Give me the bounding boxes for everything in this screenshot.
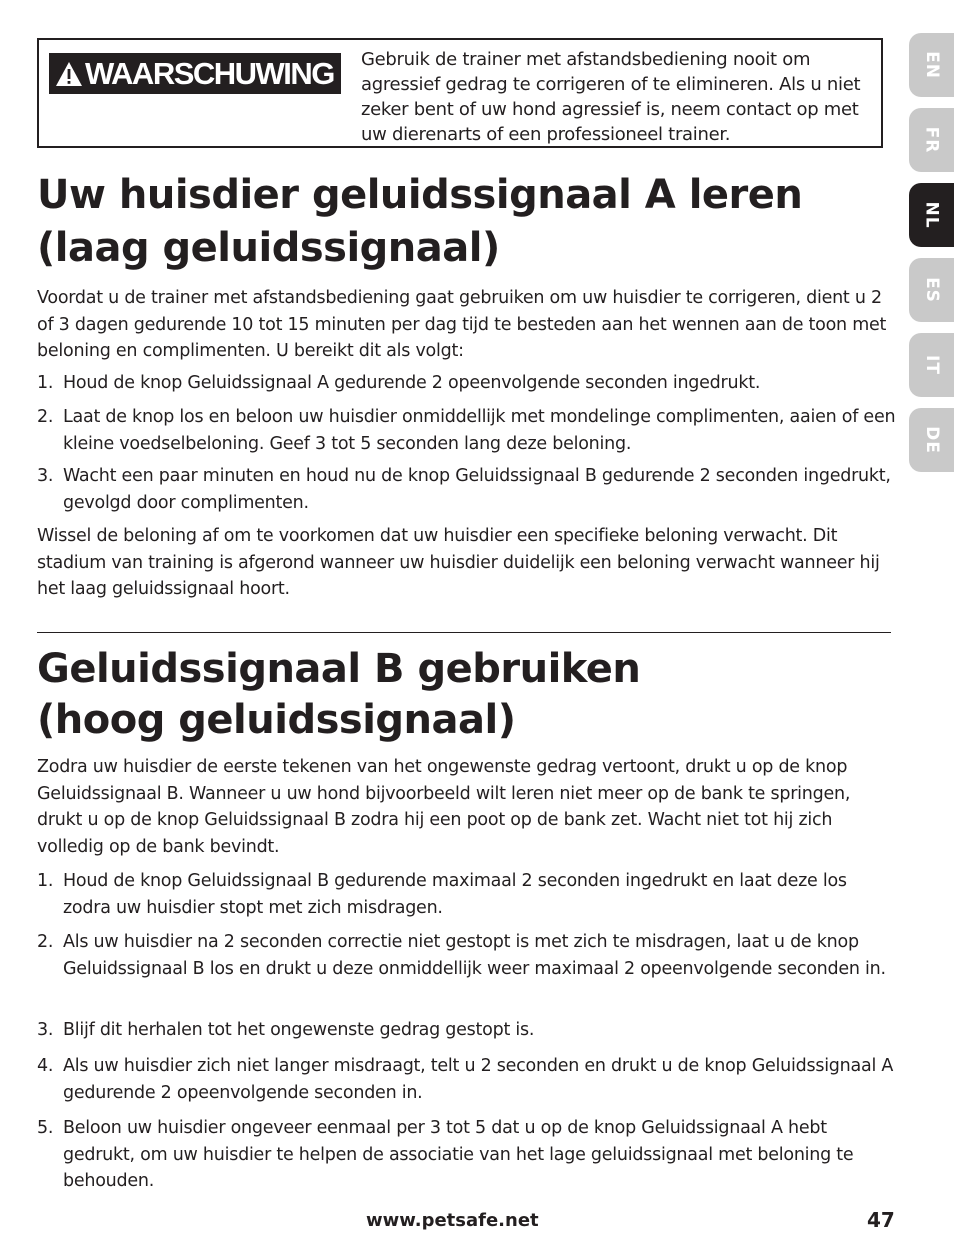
section1-outro: Wissel de beloning af om te voorkomen dat uw huisdier een specifieke beloning verwacht. Dit stadium van training is afgerond wanneer uw huisdier duidelijk een beloning verwacht wanneer hij het laag geluidssignaal hoort. [37,526,880,599]
step-number: 5. [37,1118,54,1138]
language-tab-fr[interactable] [909,108,954,172]
language-tab-de[interactable] [909,408,954,472]
language-tab-label: IT [921,355,942,375]
section2-step [37,1053,897,1106]
warning-text: Gebruik de trainer met afstandsbediening nooit om agressief gedrag te corrigeren of te elimineren. Als u niet zeker bent of uw hond agressief is, neem contact op met uw dierenarts of een professioneel trainer. [361,49,861,145]
step-number: 1. [37,373,54,393]
language-tab-label: DE [921,426,942,454]
page-number: 47 [867,1208,895,1232]
step-text: Als uw huisdier zich niet langer misdraagt, telt u 2 seconden en drukt u de knop Geluidssignaal A gedurende 2 opeenvolgende seconden in. [63,1056,894,1103]
step-number: 1. [37,871,54,891]
step-number: 2. [37,932,54,952]
warning-label-text: WAARSCHUWING [85,55,334,91]
step-number: 2. [37,407,54,427]
section1-title-line1: Uw huisdier geluidssignaal A leren [37,172,803,218]
language-tab-nl[interactable] [909,183,954,247]
step-text: Beloon uw huisdier ongeveer eenmaal per 3 tot 5 dat u op de knop Geluidssignaal A hebt gedrukt, om uw huisdier te helpen de associatie van het lage geluidssignaal met beloning te behouden. [63,1118,854,1191]
section2-step [37,1017,897,1044]
section1-step [37,404,897,457]
language-tab-es[interactable] [909,258,954,322]
language-tab-label: FR [921,126,942,154]
warning-box [37,38,883,148]
language-tab-en[interactable] [909,33,954,97]
language-tab-label: EN [921,51,942,79]
section2-step [37,868,897,921]
language-tab-label: NL [921,201,942,229]
section1-intro: Voordat u de trainer met afstandsbediening gaat gebruiken om uw huisdier te corrigeren, dient u 2 of 3 dagen gedurende 10 tot 15 minuten per dag tijd te besteden aan het wennen aan de toon met beloning en complimenten. U bereikt dit als volgt: [37,288,887,361]
section1-title-line2: (laag geluidssignaal) [37,225,500,271]
step-number: 3. [37,466,54,486]
warning-triangle-icon [55,61,83,87]
language-tab-label: ES [921,277,942,303]
section2-title-line2: (hoog geluidssignaal) [37,697,516,743]
step-number: 3. [37,1020,54,1040]
warning-label [49,53,341,94]
step-text: Wacht een paar minuten en houd nu de knop Geluidssignaal B gedurende 2 seconden ingedrukt, gevolgd door complimenten. [63,466,891,513]
step-text: Laat de knop los en beloon uw huisdier onmiddellijk met mondelinge complimenten, aaien of een kleine voedselbeloning. Geef 3 tot 5 seconden lang deze beloning. [63,407,896,454]
section2-title-line1: Geluidssignaal B gebruiken [37,646,641,692]
step-text: Blijf dit herhalen tot het ongewenste gedrag gestopt is. [63,1020,535,1040]
step-number: 4. [37,1056,54,1076]
section2-step [37,929,897,982]
section2-intro: Zodra uw huisdier de eerste tekenen van het ongewenste gedrag vertoont, drukt u op de knop Geluidssignaal B. Wanneer u uw hond bijvoorbeeld wilt leren niet meer op de bank te springen, drukt u op de knop Geluidssignaal B zodra hij een poot op de bank zet. Wacht niet tot hij zich volledig op de bank bevindt. [37,757,851,857]
section-divider [37,632,891,633]
step-text: Houd de knop Geluidssignaal B gedurende maximaal 2 seconden ingedrukt en laat deze los zodra uw huisdier stopt met zich misdragen. [63,871,847,918]
footer-url: www.petsafe.net [366,1210,539,1231]
step-text: Als uw huisdier na 2 seconden correctie niet gestopt is met zich te misdragen, laat u de knop Geluidssignaal B los en drukt u deze onmiddellijk weer maximaal 2 opeenvolgende seconden in. [63,932,886,979]
section2-step [37,1115,897,1195]
step-text: Houd de knop Geluidssignaal A gedurende 2 opeenvolgende seconden ingedrukt. [63,373,761,393]
section1-step [37,463,897,516]
section1-step [37,370,897,397]
language-tab-it[interactable] [909,333,954,397]
